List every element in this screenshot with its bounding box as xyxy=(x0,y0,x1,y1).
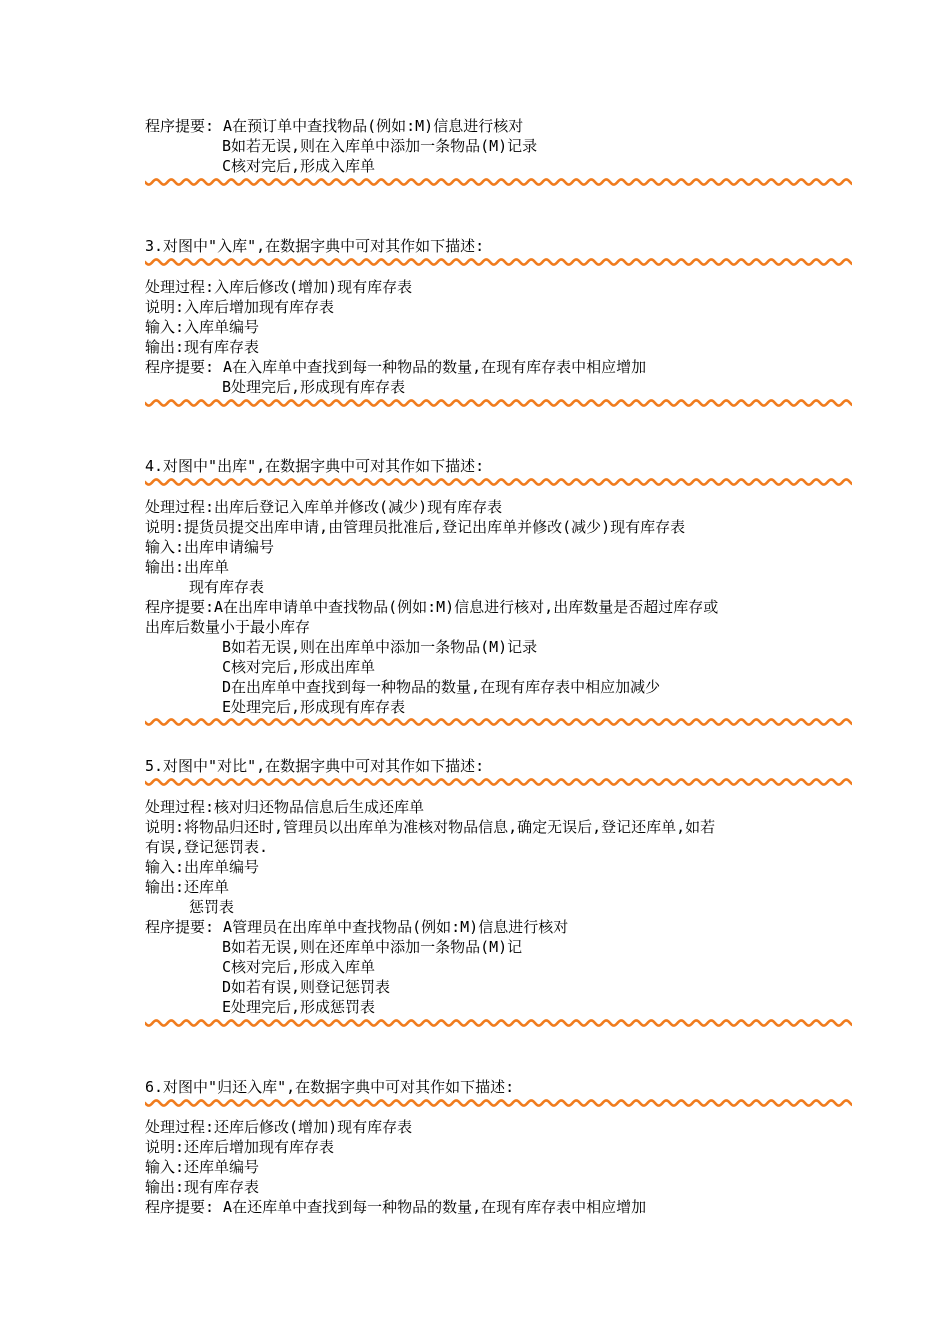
text-line: 输入:出库单编号 xyxy=(145,858,260,876)
text-line: C核对完后,形成入库单 xyxy=(222,958,376,976)
text-line: 处理过程:出库后登记入库单并修改(减少)现有库存表 xyxy=(145,498,503,516)
text-line: 处理过程:核对归还物品信息后生成还库单 xyxy=(145,798,425,816)
wave-divider xyxy=(145,477,852,487)
wave-divider xyxy=(145,398,852,408)
text-line: B处理完后,形成现有库存表 xyxy=(222,378,406,396)
wave-divider xyxy=(145,717,852,727)
wave-divider xyxy=(145,777,852,787)
text-line: C核对完后,形成出库单 xyxy=(222,658,376,676)
text-line: 输入:还库单编号 xyxy=(145,1158,260,1176)
text-line: 说明:提货员提交出库申请,由管理员批准后,登记出库单并修改(减少)现有库存表 xyxy=(145,518,686,536)
text-line: 现有库存表 xyxy=(189,578,265,596)
text-line: 说明:入库后增加现有库存表 xyxy=(145,298,335,316)
text-line: D如若有误,则登记惩罚表 xyxy=(222,978,391,996)
text-line: 输入:入库单编号 xyxy=(145,318,260,336)
text-line: B如若无误,则在出库单中添加一条物品(M)记录 xyxy=(222,638,538,656)
text-line: B如若无误,则在还库单中添加一条物品(M)记 xyxy=(222,938,523,956)
text-line: 说明:还库后增加现有库存表 xyxy=(145,1138,335,1156)
text-line: E处理完后,形成惩罚表 xyxy=(222,998,376,1016)
text-line: 输出:出库单 xyxy=(145,558,230,576)
wave-divider xyxy=(145,177,852,187)
text-line: 输出:现有库存表 xyxy=(145,1178,260,1196)
section-heading: 6.对图中"归还入库",在数据字典中可对其作如下描述: xyxy=(145,1078,515,1096)
wave-divider-line xyxy=(145,1100,852,1105)
wave-divider-line xyxy=(145,779,852,784)
section-heading: 3.对图中"入库",在数据字典中可对其作如下描述: xyxy=(145,237,485,255)
wave-divider-line xyxy=(145,719,852,724)
section-heading: 4.对图中"出库",在数据字典中可对其作如下描述: xyxy=(145,457,485,475)
text-line: 程序提要:A在出库申请单中查找物品(例如:M)信息进行核对,出库数量是否超过库存或 xyxy=(145,598,719,616)
text-line: 输出:现有库存表 xyxy=(145,338,260,356)
text-line: 程序提要: A在还库单中查找到每一种物品的数量,在现有库存表中相应增加 xyxy=(145,1198,647,1216)
text-line: 程序提要: A管理员在出库单中查找物品(例如:M)信息进行核对 xyxy=(145,918,569,936)
text-line: C核对完后,形成入库单 xyxy=(222,157,376,175)
text-line: E处理完后,形成现有库存表 xyxy=(222,698,406,716)
wave-divider-line xyxy=(145,400,852,405)
wave-divider xyxy=(145,1018,852,1028)
text-line: 惩罚表 xyxy=(189,898,235,916)
text-line: B如若无误,则在入库单中添加一条物品(M)记录 xyxy=(222,137,538,155)
text-line: 出库后数量小于最小库存 xyxy=(145,618,311,636)
wave-divider-line xyxy=(145,1020,852,1025)
text-line: 程序提要: A在预订单中查找物品(例如:M)信息进行核对 xyxy=(145,117,524,135)
text-line: 处理过程:还库后修改(增加)现有库存表 xyxy=(145,1118,413,1136)
wave-divider-line xyxy=(145,479,852,484)
text-line: D在出库单中查找到每一种物品的数量,在现有库存表中相应加减少 xyxy=(222,678,661,696)
wave-divider-line xyxy=(145,179,852,184)
wave-divider xyxy=(145,1098,852,1108)
text-line: 有误,登记惩罚表. xyxy=(145,838,269,856)
wave-divider xyxy=(145,257,852,267)
wave-divider-line xyxy=(145,259,852,264)
section-heading: 5.对图中"对比",在数据字典中可对其作如下描述: xyxy=(145,757,485,775)
text-line: 说明:将物品归还时,管理员以出库单为准核对物品信息,确定无误后,登记还库单,如若 xyxy=(145,818,716,836)
text-line: 程序提要: A在入库单中查找到每一种物品的数量,在现有库存表中相应增加 xyxy=(145,358,647,376)
text-line: 输入:出库申请编号 xyxy=(145,538,275,556)
text-line: 处理过程:入库后修改(增加)现有库存表 xyxy=(145,278,413,296)
text-line: 输出:还库单 xyxy=(145,878,230,896)
